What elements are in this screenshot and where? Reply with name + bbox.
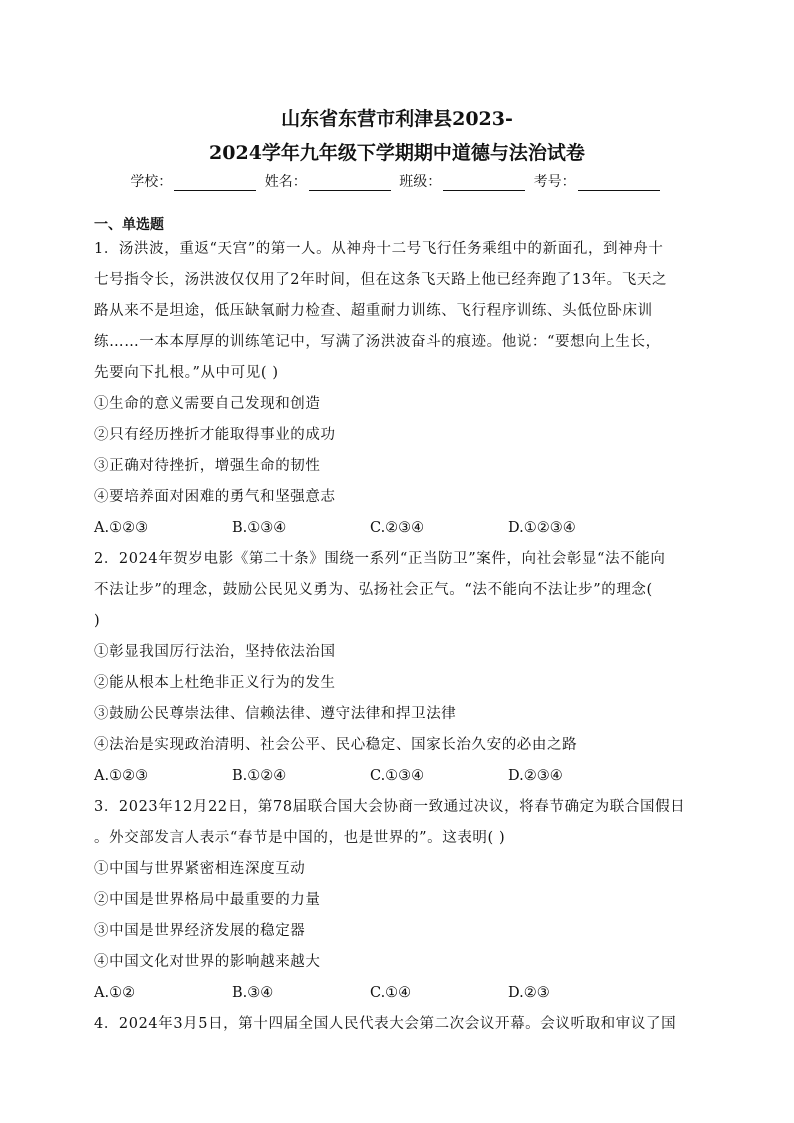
doc-title-line-2: 2024学年九年级下学期期中道德与法治试卷 <box>209 142 585 164</box>
statement-item: ①彰显我国厉行法治，坚持依法治国 <box>94 644 336 660</box>
question-stem-line: 七号指令长，汤洪波仅仅用了2年时间，但在这条飞天路上他已经奔跑了13年。飞天之 <box>94 272 668 288</box>
option-c[interactable]: C.②③④ <box>370 520 425 536</box>
statement-item: ③正确对待挫折，增强生命的韧性 <box>94 458 321 474</box>
question-2 <box>94 544 700 792</box>
name-blank[interactable] <box>309 176 391 191</box>
question-stem-line: 1．汤洪波，重返“天宫”的第一人。从神舟十二号飞行任务乘组中的新面孔，到神舟十 <box>94 241 664 257</box>
option-b[interactable]: B.①③④ <box>232 520 287 536</box>
questions-container <box>94 234 700 1040</box>
question-stem-line: 4．2024年3月5日，第十四届全国人民代表大会第二次会议开幕。会议听取和审议了国 <box>94 1016 677 1032</box>
question-stem-line: 不法让步”的理念，鼓励公民见义勇为、弘扬社会正气。“法不能向不法让步”的理念( <box>94 582 653 598</box>
doc-title-line-1: 山东省东营市利津县2023- <box>281 108 513 130</box>
statement-item: ②中国是世界格局中最重要的力量 <box>94 892 321 908</box>
statement-item: ④要培养面对困难的勇气和坚强意志 <box>94 489 336 505</box>
exam-no-blank[interactable] <box>578 176 660 191</box>
question-3 <box>94 792 700 1009</box>
question-stem-line: 先要向下扎根。”从中可见( ) <box>94 365 279 381</box>
option-b[interactable]: B.③④ <box>232 985 274 1001</box>
option-a[interactable]: A.①② <box>94 985 136 1001</box>
question-stem-line: 。外交部发言人表示“春节是中国的，也是世界的”。这表明( ) <box>94 830 506 846</box>
question-stem-line: ) <box>94 613 101 629</box>
question-stem-line: 3．2023年12月22日，第78届联合国大会协商一致通过决议，将春节确定为联合国假日 <box>94 799 686 815</box>
question-stem-line: 路从来不是坦途，低压缺氧耐力检查、超重耐力训练、飞行程序训练、头低位卧床训 <box>94 303 653 319</box>
statement-item: ②只有经历挫折才能取得事业的成功 <box>94 427 336 443</box>
exam-no-label: 考号： <box>533 174 576 190</box>
option-d[interactable]: D.②③ <box>508 985 550 1001</box>
option-c[interactable]: C.①③④ <box>370 768 425 784</box>
statement-item: ③中国是世界经济发展的稳定器 <box>94 923 306 939</box>
answer-options <box>94 761 700 792</box>
class-blank[interactable] <box>443 176 525 191</box>
option-c[interactable]: C.①④ <box>370 985 412 1001</box>
school-label: 学校： <box>130 174 173 190</box>
answer-options <box>94 978 700 1009</box>
option-b[interactable]: B.①②④ <box>232 768 287 784</box>
statement-item: ③鼓励公民尊崇法律、信赖法律、遵守法律和捍卫法律 <box>94 706 457 722</box>
statement-item: ④法治是实现政治清明、社会公平、民心稳定、国家长治久安的必由之路 <box>94 737 578 753</box>
statement-item: ②能从根本上杜绝非正义行为的发生 <box>94 675 336 691</box>
question-1 <box>94 234 700 544</box>
answer-options <box>94 513 700 544</box>
name-label: 姓名： <box>264 174 307 190</box>
statement-item: ①中国与世界紧密相连深度互动 <box>94 861 306 877</box>
option-a[interactable]: A.①②③ <box>94 768 149 784</box>
option-a[interactable]: A.①②③ <box>94 520 149 536</box>
statement-item: ④中国文化对世界的影响越来越大 <box>94 954 321 970</box>
question-4 <box>94 1009 700 1040</box>
school-blank[interactable] <box>174 176 256 191</box>
student-info-row <box>0 171 794 191</box>
option-d[interactable]: D.①②③④ <box>508 520 576 536</box>
class-label: 班级： <box>399 174 442 190</box>
section-title: 一、单选题 <box>94 217 164 233</box>
question-stem-line: 练……一本本厚厚的训练笔记中，写满了汤洪波奋斗的痕迹。他说：“要想向上生长， <box>94 334 661 350</box>
question-stem-line: 2．2024年贺岁电影《第二十条》围绕一系列“正当防卫”案件，向社会彰显“法不能向 <box>94 551 666 567</box>
statement-item: ①生命的意义需要自己发现和创造 <box>94 396 321 412</box>
option-d[interactable]: D.②③④ <box>508 768 563 784</box>
